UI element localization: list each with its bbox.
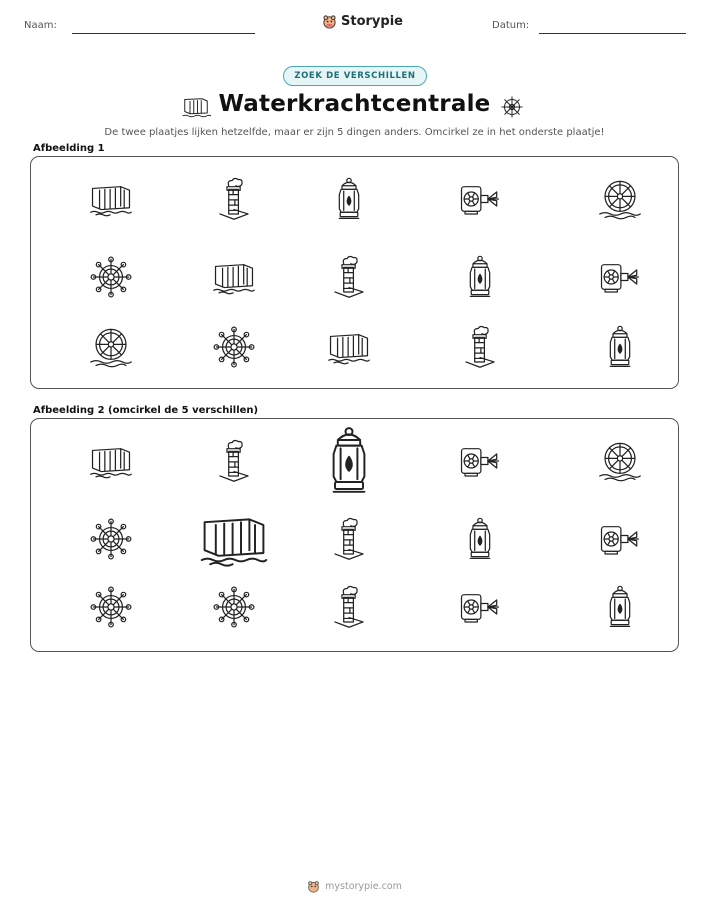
chimney-icon bbox=[458, 325, 502, 369]
turbine-icon[interactable] bbox=[458, 439, 502, 483]
chimney-icon[interactable] bbox=[327, 585, 371, 629]
brand-name: Storypie bbox=[341, 14, 403, 29]
lantern-icon[interactable] bbox=[321, 426, 377, 496]
waterwheel-icon[interactable] bbox=[598, 439, 642, 483]
lantern-icon bbox=[458, 255, 502, 299]
dam-icon bbox=[212, 255, 256, 299]
mascot-icon bbox=[322, 14, 337, 29]
lantern-icon bbox=[327, 177, 371, 221]
turbine-icon[interactable] bbox=[458, 585, 502, 629]
name-field[interactable] bbox=[72, 33, 255, 34]
activity-badge bbox=[283, 66, 427, 86]
instructions: De twee plaatjes lijken hetzelfde, maar er zijn 5 dingen anders. Omcirkel ze in het onderste plaatje! bbox=[104, 127, 605, 138]
footer-mascot-icon bbox=[307, 880, 320, 893]
picture-1-panel bbox=[30, 156, 679, 389]
date-field[interactable] bbox=[539, 33, 686, 34]
dam-icon[interactable] bbox=[199, 511, 269, 567]
ship-wheel-icon[interactable] bbox=[89, 585, 133, 629]
section2-label: Afbeelding 2 (omcirkel de 5 verschillen) bbox=[33, 405, 259, 416]
ship-wheel-icon[interactable] bbox=[212, 585, 256, 629]
activity-badge-label: ZOEK DE VERSCHILLEN bbox=[294, 71, 416, 81]
waterwheel-icon bbox=[89, 325, 133, 369]
dam-icon bbox=[89, 177, 133, 221]
title-ship-wheel-icon bbox=[497, 92, 527, 122]
turbine-icon[interactable] bbox=[598, 517, 642, 561]
chimney-icon[interactable] bbox=[327, 517, 371, 561]
lantern-icon[interactable] bbox=[598, 585, 642, 629]
dam-icon bbox=[327, 325, 371, 369]
section1-label: Afbeelding 1 bbox=[33, 143, 105, 154]
chimney-icon[interactable] bbox=[212, 439, 256, 483]
name-label: Naam: bbox=[24, 20, 57, 31]
page-title: Waterkrachtcentrale bbox=[218, 91, 491, 117]
chimney-icon bbox=[212, 177, 256, 221]
ship-wheel-icon[interactable] bbox=[89, 517, 133, 561]
dam-icon[interactable] bbox=[89, 439, 133, 483]
lantern-icon bbox=[598, 325, 642, 369]
ship-wheel-icon bbox=[89, 255, 133, 299]
date-label: Datum: bbox=[492, 20, 530, 31]
turbine-icon bbox=[458, 177, 502, 221]
footer-url[interactable]: mystorypie.com bbox=[325, 881, 402, 892]
picture-2-panel[interactable] bbox=[30, 418, 679, 652]
chimney-icon bbox=[327, 255, 371, 299]
lantern-icon[interactable] bbox=[458, 517, 502, 561]
footer bbox=[0, 880, 709, 893]
brand-logo bbox=[322, 14, 403, 29]
turbine-icon bbox=[598, 255, 642, 299]
ship-wheel-icon bbox=[212, 325, 256, 369]
waterwheel-icon bbox=[598, 177, 642, 221]
